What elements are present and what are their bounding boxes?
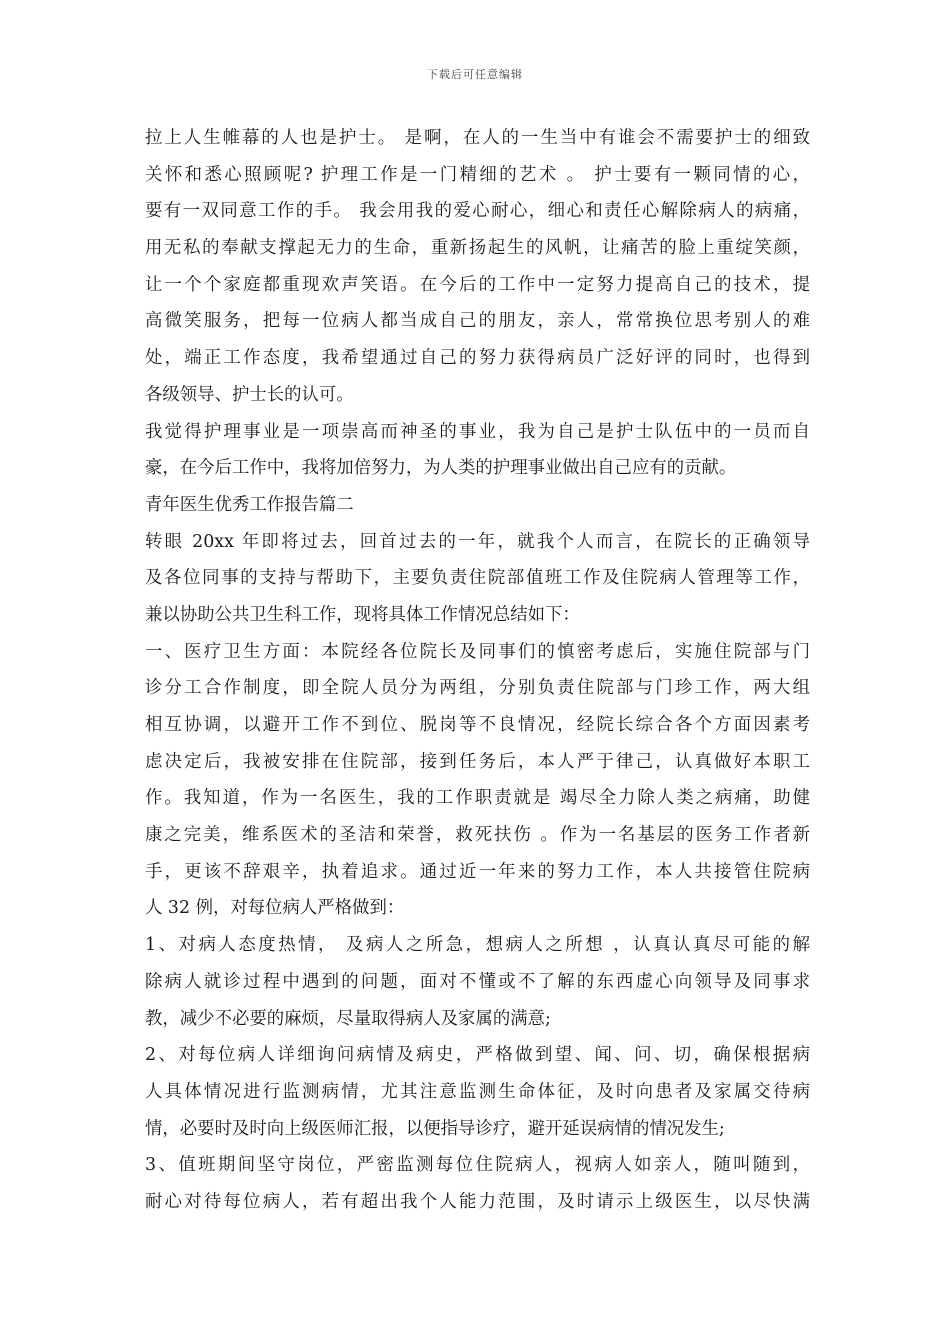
text-line: 转眼 20xx 年即将过去，回首过去的一年，就我个人而言，在院长的正确领导 — [145, 531, 810, 552]
text-line: 诊分工合作制度，即全院人员分为两组，分别负责住院部与门珍工作，两大组 — [145, 678, 810, 699]
text-line: 拉上人生帷幕的人也是护士。 是啊，在人的一生当中有谁会不需要护士的细致 — [145, 128, 810, 148]
text-line: 虑决定后，我被安排在住院部，接到任务后，本人严于律己，认真做好本职工 — [145, 751, 810, 772]
text-line: 各级领导、护士长的认可。 — [145, 384, 354, 405]
text-line: 豪，在今后工作中，我将加倍努力，为人类的护理事业做出自己应有的贡献。 — [145, 458, 737, 479]
text-line: 耐心对待每位病人，若有超出我个人能力范围，及时请示上级医生，以尽快满 — [145, 1191, 810, 1212]
text-line: 兼以协助公共卫生科工作，现将具体工作情况总结如下： — [145, 604, 580, 625]
text-line: 及各位同事的支持与帮助下，主要负责住院部值班工作及住院病人管理等工作， — [145, 568, 810, 589]
text-line: 高微笑服务，把每一位病人都当成自己的朋友，亲人，常常换位思考别人的难 — [145, 311, 810, 332]
text-line: 作。我知道，作为一名医生，我的工作职责就是 竭尽全力除人类之病痛，助健 — [145, 788, 810, 809]
document-body — [145, 120, 810, 1221]
text-line: 让一个个家庭都重现欢声笑语。在今后的工作中一定努力提高自己的技术，提 — [145, 274, 810, 295]
page-header: 下载后可任意编辑 — [427, 68, 523, 81]
text-line: 处，端正工作态度，我希望通过自己的努力获得病员广泛好评的同时，也得到 — [145, 348, 810, 369]
text-line: 情，必要时及时向上级医师汇报，以便指导诊疗，避开延误病情的情况发生; — [145, 1118, 725, 1139]
text-line: 一、医疗卫生方面：本院经各位院长及同事们的慎密考虑后，实施住院部与门 — [145, 641, 810, 662]
text-line: 人具体情况进行监测病情，尤其注意监测生命体征，及时向患者及家属交待病 — [145, 1081, 810, 1102]
text-line: 2、对每位病人详细询问病情及病史，严格做到望、闻、问、切，确保根据病 — [145, 1045, 810, 1066]
text-line: 3、值班期间坚守岗位，严密监测每位住院病人，视病人如亲人，随叫随到， — [145, 1155, 810, 1176]
text-line: 青年医生优秀工作报告篇二 — [145, 494, 354, 515]
text-line: 要有一双同意工作的手。 我会用我的爱心耐心，细心和责任心解除病人的病痛， — [145, 201, 810, 222]
text-line: 我觉得护理事业是一项崇高而神圣的事业，我为自己是护士队伍中的一员而自 — [145, 421, 810, 442]
text-line: 人 32 例，对每位病人严格做到： — [145, 898, 405, 919]
text-line: 手，更该不辞艰辛，执着追求。通过近一年来的努力工作，本人共接管住院病 — [145, 861, 810, 882]
text-line: 关怀和悉心照顾呢? 护理工作是一门精细的艺术 。 护士要有一颗同情的心， — [145, 164, 810, 185]
text-line: 除病人就诊过程中遇到的问题，面对不懂或不了解的东西虚心向领导及同事求 — [145, 971, 810, 992]
text-line: 相互协调，以避开工作不到位、脱岗等不良情况，经院长综合各个方面因素考 — [145, 715, 810, 735]
text-line: 教，减少不必要的麻烦，尽量取得病人及家属的满意; — [145, 1008, 551, 1029]
text-line: 康之完美，维系医术的圣洁和荣誉，救死扶伤 。作为一名基层的医务工作者新 — [145, 825, 810, 846]
text-line: 1、对病人态度热情， 及病人之所急，想病人之所想 ，认真认真尽可能的解 — [145, 935, 810, 956]
text-line: 用无私的奉献支撑起无力的生命，重新扬起生的风帆，让痛苦的脸上重绽笑颜， — [145, 238, 810, 259]
